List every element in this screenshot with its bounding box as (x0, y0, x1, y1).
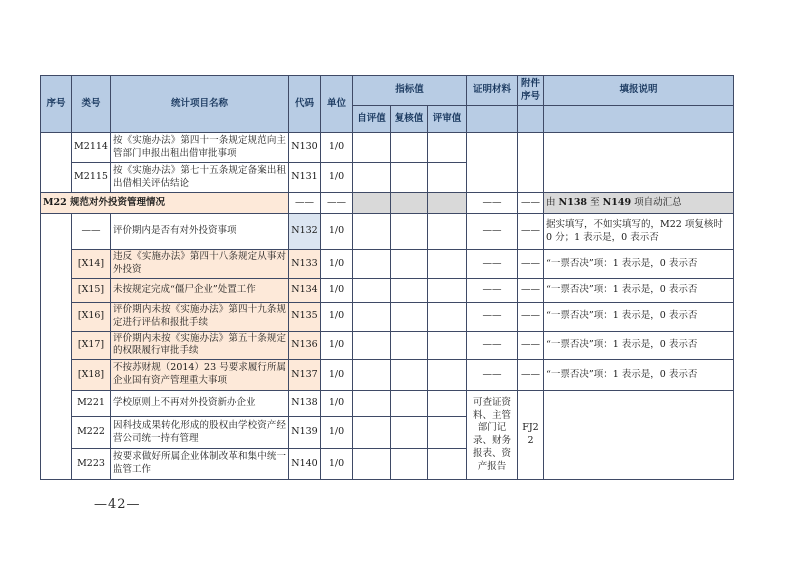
category-code-cell: M222 (72, 417, 111, 449)
attachment-cell: —— (518, 250, 544, 279)
proof-cell: —— (467, 214, 518, 250)
note-cell: “一票否决”项：1 表示是，0 表示否 (544, 250, 734, 279)
note-cell: “一票否决”项：1 表示是，0 表示否 (544, 303, 734, 332)
recheck-cell (391, 279, 428, 303)
unit-cell: —— (321, 193, 353, 214)
serial-cell (41, 133, 72, 193)
unit-cell: 1/0 (321, 279, 353, 303)
proof-cell: 可查证资料、主管部门记录、财务报表、资产报告 (467, 391, 518, 480)
self-eval-cell (353, 279, 391, 303)
item-name-cell: 不按苏财规（2014）23 号要求履行所属企业国有资产管理重大事项 (111, 360, 289, 391)
proof-cell: —— (467, 193, 518, 214)
assess-cell (428, 214, 467, 250)
item-name-cell: 按要求做好所属企业体制改革和集中统一监管工作 (111, 449, 289, 480)
category-code-cell: M2115 (72, 163, 111, 193)
note-cell: 据实填写，不如实填写的，M22 项复核时 0 分；1 表示是，0 表示否 (544, 214, 734, 250)
header-item-name: 统计项目名称 (111, 76, 289, 133)
note-text: 至 (587, 196, 603, 208)
category-code-cell: —— (72, 214, 111, 250)
header-indicator-group: 指标值 (353, 76, 467, 106)
unit-cell: 1/0 (321, 391, 353, 417)
self-eval-cell (353, 391, 391, 417)
note-cell (544, 133, 734, 193)
table-row (41, 133, 734, 163)
recheck-cell (391, 163, 428, 193)
table-row (41, 250, 734, 279)
page-number: —42— (94, 497, 141, 512)
self-eval-cell (353, 250, 391, 279)
header-attachment-sub (518, 106, 544, 133)
serial-cell (41, 214, 72, 480)
code-cell: N140 (289, 449, 321, 480)
recheck-cell (391, 449, 428, 480)
code-cell: —— (289, 193, 321, 214)
recheck-cell (391, 250, 428, 279)
assess-cell (428, 133, 467, 163)
item-name-cell: 学校原则上不再对外投资新办企业 (111, 391, 289, 417)
self-eval-cell (353, 214, 391, 250)
category-code-cell: [X18] (72, 360, 111, 391)
item-name-cell: 评价期内未按《实施办法》第四十九条规定进行评估和报批手续 (111, 303, 289, 332)
recheck-cell (391, 331, 428, 360)
category-code-cell: [X14] (72, 250, 111, 279)
attachment-cell: —— (518, 193, 544, 214)
header-self-value: 自评值 (353, 106, 391, 133)
self-eval-cell (353, 360, 391, 391)
category-code-cell: M2114 (72, 133, 111, 163)
unit-cell: 1/0 (321, 133, 353, 163)
assess-cell (428, 331, 467, 360)
assess-cell (428, 279, 467, 303)
unit-cell: 1/0 (321, 417, 353, 449)
note-code-ref: N138 (558, 196, 588, 208)
header-assess-value: 评审值 (428, 106, 467, 133)
self-eval-cell (353, 417, 391, 449)
self-eval-cell (353, 133, 391, 163)
header-recheck-value: 复核值 (391, 106, 428, 133)
recheck-cell (391, 391, 428, 417)
header-unit: 单位 (321, 76, 353, 133)
section-title: M22 规范对外投资管理情况 (41, 193, 289, 214)
recheck-cell (391, 214, 428, 250)
attachment-cell (518, 133, 544, 193)
proof-cell (467, 133, 518, 193)
code-cell: N136 (289, 331, 321, 360)
item-name-cell: 评价期内未按《实施办法》第五十条规定的权限履行审批手续 (111, 331, 289, 360)
unit-cell: 1/0 (321, 360, 353, 391)
recheck-cell (391, 417, 428, 449)
code-cell: N132 (289, 214, 321, 250)
attachment-cell: FJ22 (518, 391, 544, 480)
header-proof-sub (467, 106, 518, 133)
item-name-cell: 违反《实施办法》第四十八条规定从事对外投资 (111, 250, 289, 279)
item-name-cell: 未按规定完成“僵尸企业”处置工作 (111, 279, 289, 303)
table-row (41, 331, 734, 360)
proof-cell: —— (467, 303, 518, 332)
category-code-cell: [X15] (72, 279, 111, 303)
unit-cell: 1/0 (321, 449, 353, 480)
header-row-1 (41, 76, 734, 106)
assess-cell (428, 193, 467, 214)
header-attachment: 附件序号 (518, 76, 544, 106)
header-instructions-sub (544, 106, 734, 133)
table-row (41, 391, 734, 417)
category-code-cell: M223 (72, 449, 111, 480)
header-serial: 序号 (41, 76, 72, 133)
note-cell: “一票否决”项：1 表示是，0 表示否 (544, 279, 734, 303)
self-eval-cell (353, 331, 391, 360)
unit-cell: 1/0 (321, 163, 353, 193)
assess-cell (428, 163, 467, 193)
unit-cell: 1/0 (321, 214, 353, 250)
note-code-ref: N149 (602, 196, 632, 208)
attachment-cell: —— (518, 331, 544, 360)
proof-cell: —— (467, 331, 518, 360)
item-name-cell: 评价期内是否有对外投资事项 (111, 214, 289, 250)
note-cell (544, 193, 734, 214)
assess-cell (428, 360, 467, 391)
section-row (41, 193, 734, 214)
note-cell: “一票否决”项：1 表示是，0 表示否 (544, 331, 734, 360)
attachment-cell: —— (518, 303, 544, 332)
category-code-cell: [X16] (72, 303, 111, 332)
recheck-cell (391, 303, 428, 332)
code-cell: N137 (289, 360, 321, 391)
attachment-cell: —— (518, 360, 544, 391)
note-cell (544, 391, 734, 480)
code-cell: N139 (289, 417, 321, 449)
code-cell: N138 (289, 391, 321, 417)
header-proof: 证明材料 (467, 76, 518, 106)
table-row (41, 303, 734, 332)
item-name-cell: 按《实施办法》第七十五条规定备案出租出借相关评估结论 (111, 163, 289, 193)
code-cell: N131 (289, 163, 321, 193)
proof-cell: —— (467, 360, 518, 391)
item-name-cell: 因科技成果转化形成的股权由学校资产经营公司统一持有管理 (111, 417, 289, 449)
table-row (41, 360, 734, 391)
proof-cell: —— (467, 250, 518, 279)
unit-cell: 1/0 (321, 250, 353, 279)
assess-cell (428, 417, 467, 449)
note-text: 由 (546, 196, 559, 208)
attachment-cell: —— (518, 279, 544, 303)
table-row (41, 279, 734, 303)
statistics-table (40, 75, 734, 480)
code-cell: N135 (289, 303, 321, 332)
table-row (41, 214, 734, 250)
attachment-cell: —— (518, 214, 544, 250)
recheck-cell (391, 193, 428, 214)
code-cell: N133 (289, 250, 321, 279)
note-cell: “一票否决”项：1 表示是，0 表示否 (544, 360, 734, 391)
assess-cell (428, 391, 467, 417)
item-name-cell: 按《实施办法》第四十一条规定规范向主管部门申报出租出借审批事项 (111, 133, 289, 163)
assess-cell (428, 303, 467, 332)
code-cell: N134 (289, 279, 321, 303)
note-text: 项自动汇总 (631, 196, 682, 208)
unit-cell: 1/0 (321, 303, 353, 332)
header-category: 类号 (72, 76, 111, 133)
unit-cell: 1/0 (321, 331, 353, 360)
header-code: 代码 (289, 76, 321, 133)
assess-cell (428, 250, 467, 279)
self-eval-cell (353, 163, 391, 193)
code-cell: N130 (289, 133, 321, 163)
self-eval-cell (353, 193, 391, 214)
self-eval-cell (353, 303, 391, 332)
recheck-cell (391, 360, 428, 391)
self-eval-cell (353, 449, 391, 480)
proof-cell: —— (467, 279, 518, 303)
header-instructions: 填报说明 (544, 76, 734, 106)
category-code-cell: M221 (72, 391, 111, 417)
assess-cell (428, 449, 467, 480)
category-code-cell: [X17] (72, 331, 111, 360)
recheck-cell (391, 133, 428, 163)
